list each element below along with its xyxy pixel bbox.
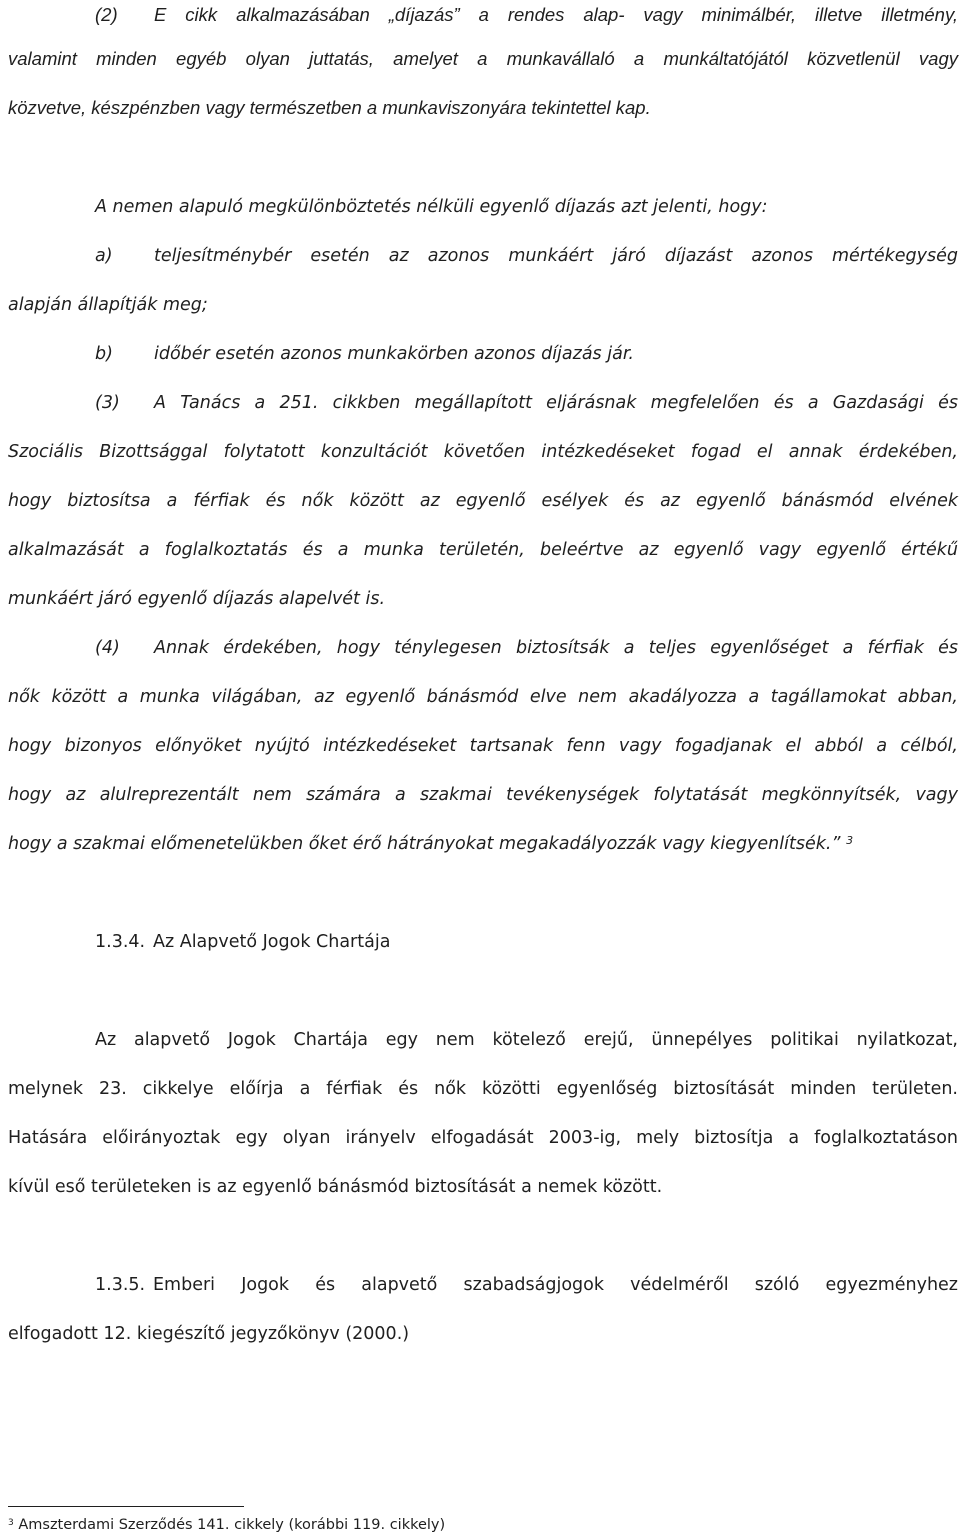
section-heading-1-3-4	[95, 929, 960, 955]
paragraph-4-line-1	[8, 635, 958, 661]
paragraph-2-line-1	[8, 2, 958, 28]
paragraph-2-line-2: valamint minden egyéb olyan juttatás, amelyet a munkavállaló a munkáltatójától közvetlenül vagy	[8, 48, 958, 69]
paragraph-number: (3)	[95, 393, 120, 413]
item-a-label: a)	[95, 246, 113, 266]
footnote	[8, 1515, 445, 1535]
footnote-mark: 3	[8, 1518, 14, 1528]
paragraph-2-line-3: közvetve, készpénzben vagy természetben a munkaviszonyára tekintettel kap.	[8, 97, 651, 118]
paragraph-4-line-2: nők között a munka világában, az egyenlő bánásmód elve nem akadályozza a tagállamokat abban,	[8, 687, 958, 707]
paragraph-4-line-5	[8, 831, 958, 857]
paragraph-3-line-1	[8, 390, 958, 416]
section-title: Az Alapvető Jogok Chartája	[153, 932, 391, 952]
text-span: A Tanács a 251. cikkben megállapított eljárásnak megfelelően és a Gazdasági és	[154, 393, 958, 413]
paragraph-3-line-3: hogy biztosítsa a férfiak és nők között az egyenlő esélyek és az egyenlő bánásmód elvének	[8, 491, 958, 511]
footnote-separator	[8, 1506, 244, 1507]
charter-line-2: melynek 23. cikkelye előírja a férfiak és nők közötti egyenlőség biztosítását minden területen.	[8, 1079, 958, 1099]
paragraph-number: (2)	[95, 4, 118, 25]
section-number: 1.3.5.	[95, 1275, 146, 1295]
text-span: E cikk alkalmazásában „díjazás” a rendes alap- vagy minimálbér, illetve illetmény,	[154, 4, 958, 25]
charter-line-4: kívül eső területeken is az egyenlő bánásmód biztosítását a nemek között.	[8, 1177, 663, 1197]
paragraph-3-line-5: munkáért járó egyenlő díjazás alapelvét is.	[8, 589, 386, 609]
section-number: 1.3.4.	[95, 932, 146, 952]
paragraph-4-line-3: hogy bizonyos előnyöket nyújtó intézkedéseket tartsanak fenn vagy fogadjanak el abból a célból,	[8, 736, 958, 756]
paragraph-3-line-4: alkalmazását a foglalkoztatás és a munka területén, beleértve az egyenlő vagy egyenlő értékű	[8, 540, 958, 560]
item-a-text: teljesítménybér esetén az azonos munkáért járó díjazást azonos mértékegység	[154, 246, 958, 266]
item-a-line-1	[8, 243, 958, 269]
charter-line-1: Az alapvető Jogok Chartája egy nem kötelező erejű, ünnepélyes politikai nyilatkozat,	[95, 1030, 958, 1050]
footnote-text: Amszterdami Szerződés 141. cikkely (korábbi 119. cikkely)	[18, 1517, 446, 1533]
item-b-text: időbér esetén azonos munkakörben azonos díjazás jár.	[154, 344, 634, 364]
paragraph-4-line-4: hogy az alulreprezentált nem számára a szakmai tevékenységek folytatását megkönnyítsék, vagy	[8, 785, 958, 805]
equal-pay-intro: A nemen alapuló megkülönböztetés nélküli egyenlő díjazás azt jelenti, hogy:	[95, 197, 768, 217]
section-heading-1-3-5-line-2: elfogadott 12. kiegészítő jegyzőkönyv (2000.)	[8, 1324, 410, 1344]
paragraph-number: (4)	[95, 638, 120, 658]
item-b-line	[8, 341, 958, 367]
item-b-label: b)	[95, 344, 113, 364]
item-a-line-2: alapján állapítják meg;	[8, 295, 208, 315]
footnote-reference[interactable]: 3	[846, 834, 854, 847]
text-span: hogy a szakmai előmenetelükben őket érő hátrányokat megakadályozzák vagy kiegyenlítsék.”	[8, 834, 841, 854]
section-heading-1-3-5	[95, 1272, 958, 1298]
section-title: Emberi Jogok és alapvető szabadságjogok védelméről szóló egyezményhez	[153, 1275, 958, 1295]
text-span: Annak érdekében, hogy ténylegesen biztosítsák a teljes egyenlőséget a férfiak és	[154, 638, 958, 658]
paragraph-3-line-2: Szociális Bizottsággal folytatott konzultációt követően intézkedéseket fogad el annak érdekében,	[8, 442, 958, 462]
charter-line-3: Hatására előirányoztak egy olyan irányelv elfogadását 2003-ig, mely biztosítja a foglalkoztatáson	[8, 1128, 958, 1148]
